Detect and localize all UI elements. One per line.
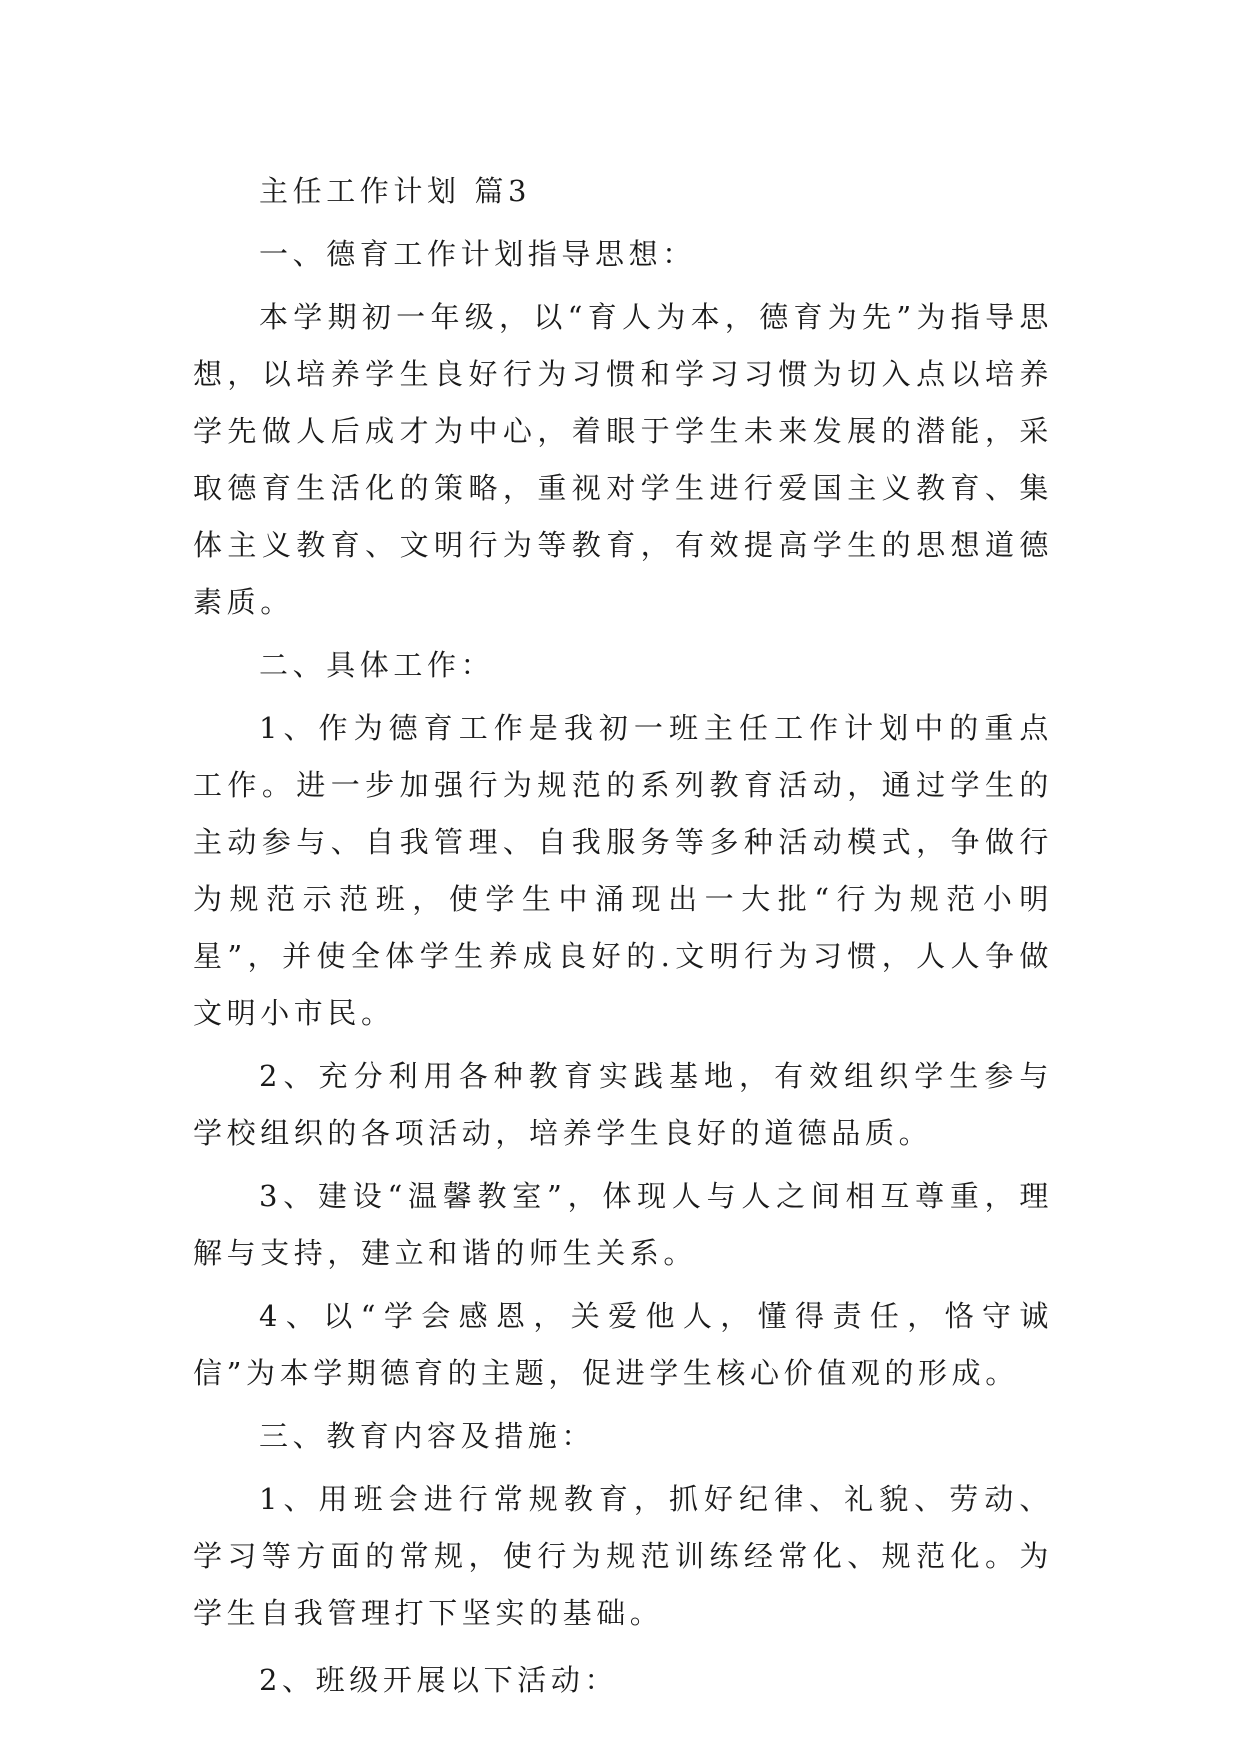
section-heading-content-measures: 三、教育内容及措施： <box>259 1419 596 1453</box>
paragraph-work-item-1: 1、作为德育工作是我初一班主任工作计划中的重点工作。进一步加强行为规范的系列教育活动，通过学生的主动参与、自我管理、自我服务等多种活动模式，争做行为规范示范班，使学生中涌现出一大批“行为规范小明星”，并使全体学生养成良好的.文明行为习惯，人人争做文明小市民。 <box>193 711 1053 1030</box>
paragraph-measure-2: 2、班级开展以下活动： <box>259 1663 619 1697</box>
paragraph-measure-1: 1、用班会进行常规教育，抓好纪律、礼貌、劳动、学习等方面的常规，使行为规范训练经常化、规范化。为学生自我管理打下坚实的基础。 <box>193 1482 1053 1630</box>
document-body <box>193 163 1053 1715</box>
section-heading-specific-work: 二、具体工作： <box>259 648 495 682</box>
section-heading-guiding-thought: 一、德育工作计划指导思想： <box>259 237 696 271</box>
paragraph-guiding-thought: 本学期初一年级，以“育人为本，德育为先”为指导思想，以培养学生良好行为习惯和学习习惯为切入点以培养学先做人后成才为中心，着眼于学生未来发展的潜能，采取德育生活化的策略，重视对学生进行爱国主义教育、集体主义教育、文明行为等教育，有效提高学生的思想道德素质。 <box>193 300 1053 619</box>
paragraph-work-item-4: 4、以“学会感恩，关爱他人，懂得责任，恪守诚信”为本学期德育的主题，促进学生核心价值观的形成。 <box>193 1299 1053 1390</box>
document-title: 主任工作计划 篇3 <box>259 174 532 208</box>
paragraph-work-item-3: 3、建设“温馨教室”，体现人与人之间相互尊重，理解与支持，建立和谐的师生关系。 <box>193 1179 1053 1270</box>
paragraph-work-item-2: 2、充分利用各种教育实践基地，有效组织学生参与学校组织的各项活动，培养学生良好的道德品质。 <box>193 1059 1053 1150</box>
